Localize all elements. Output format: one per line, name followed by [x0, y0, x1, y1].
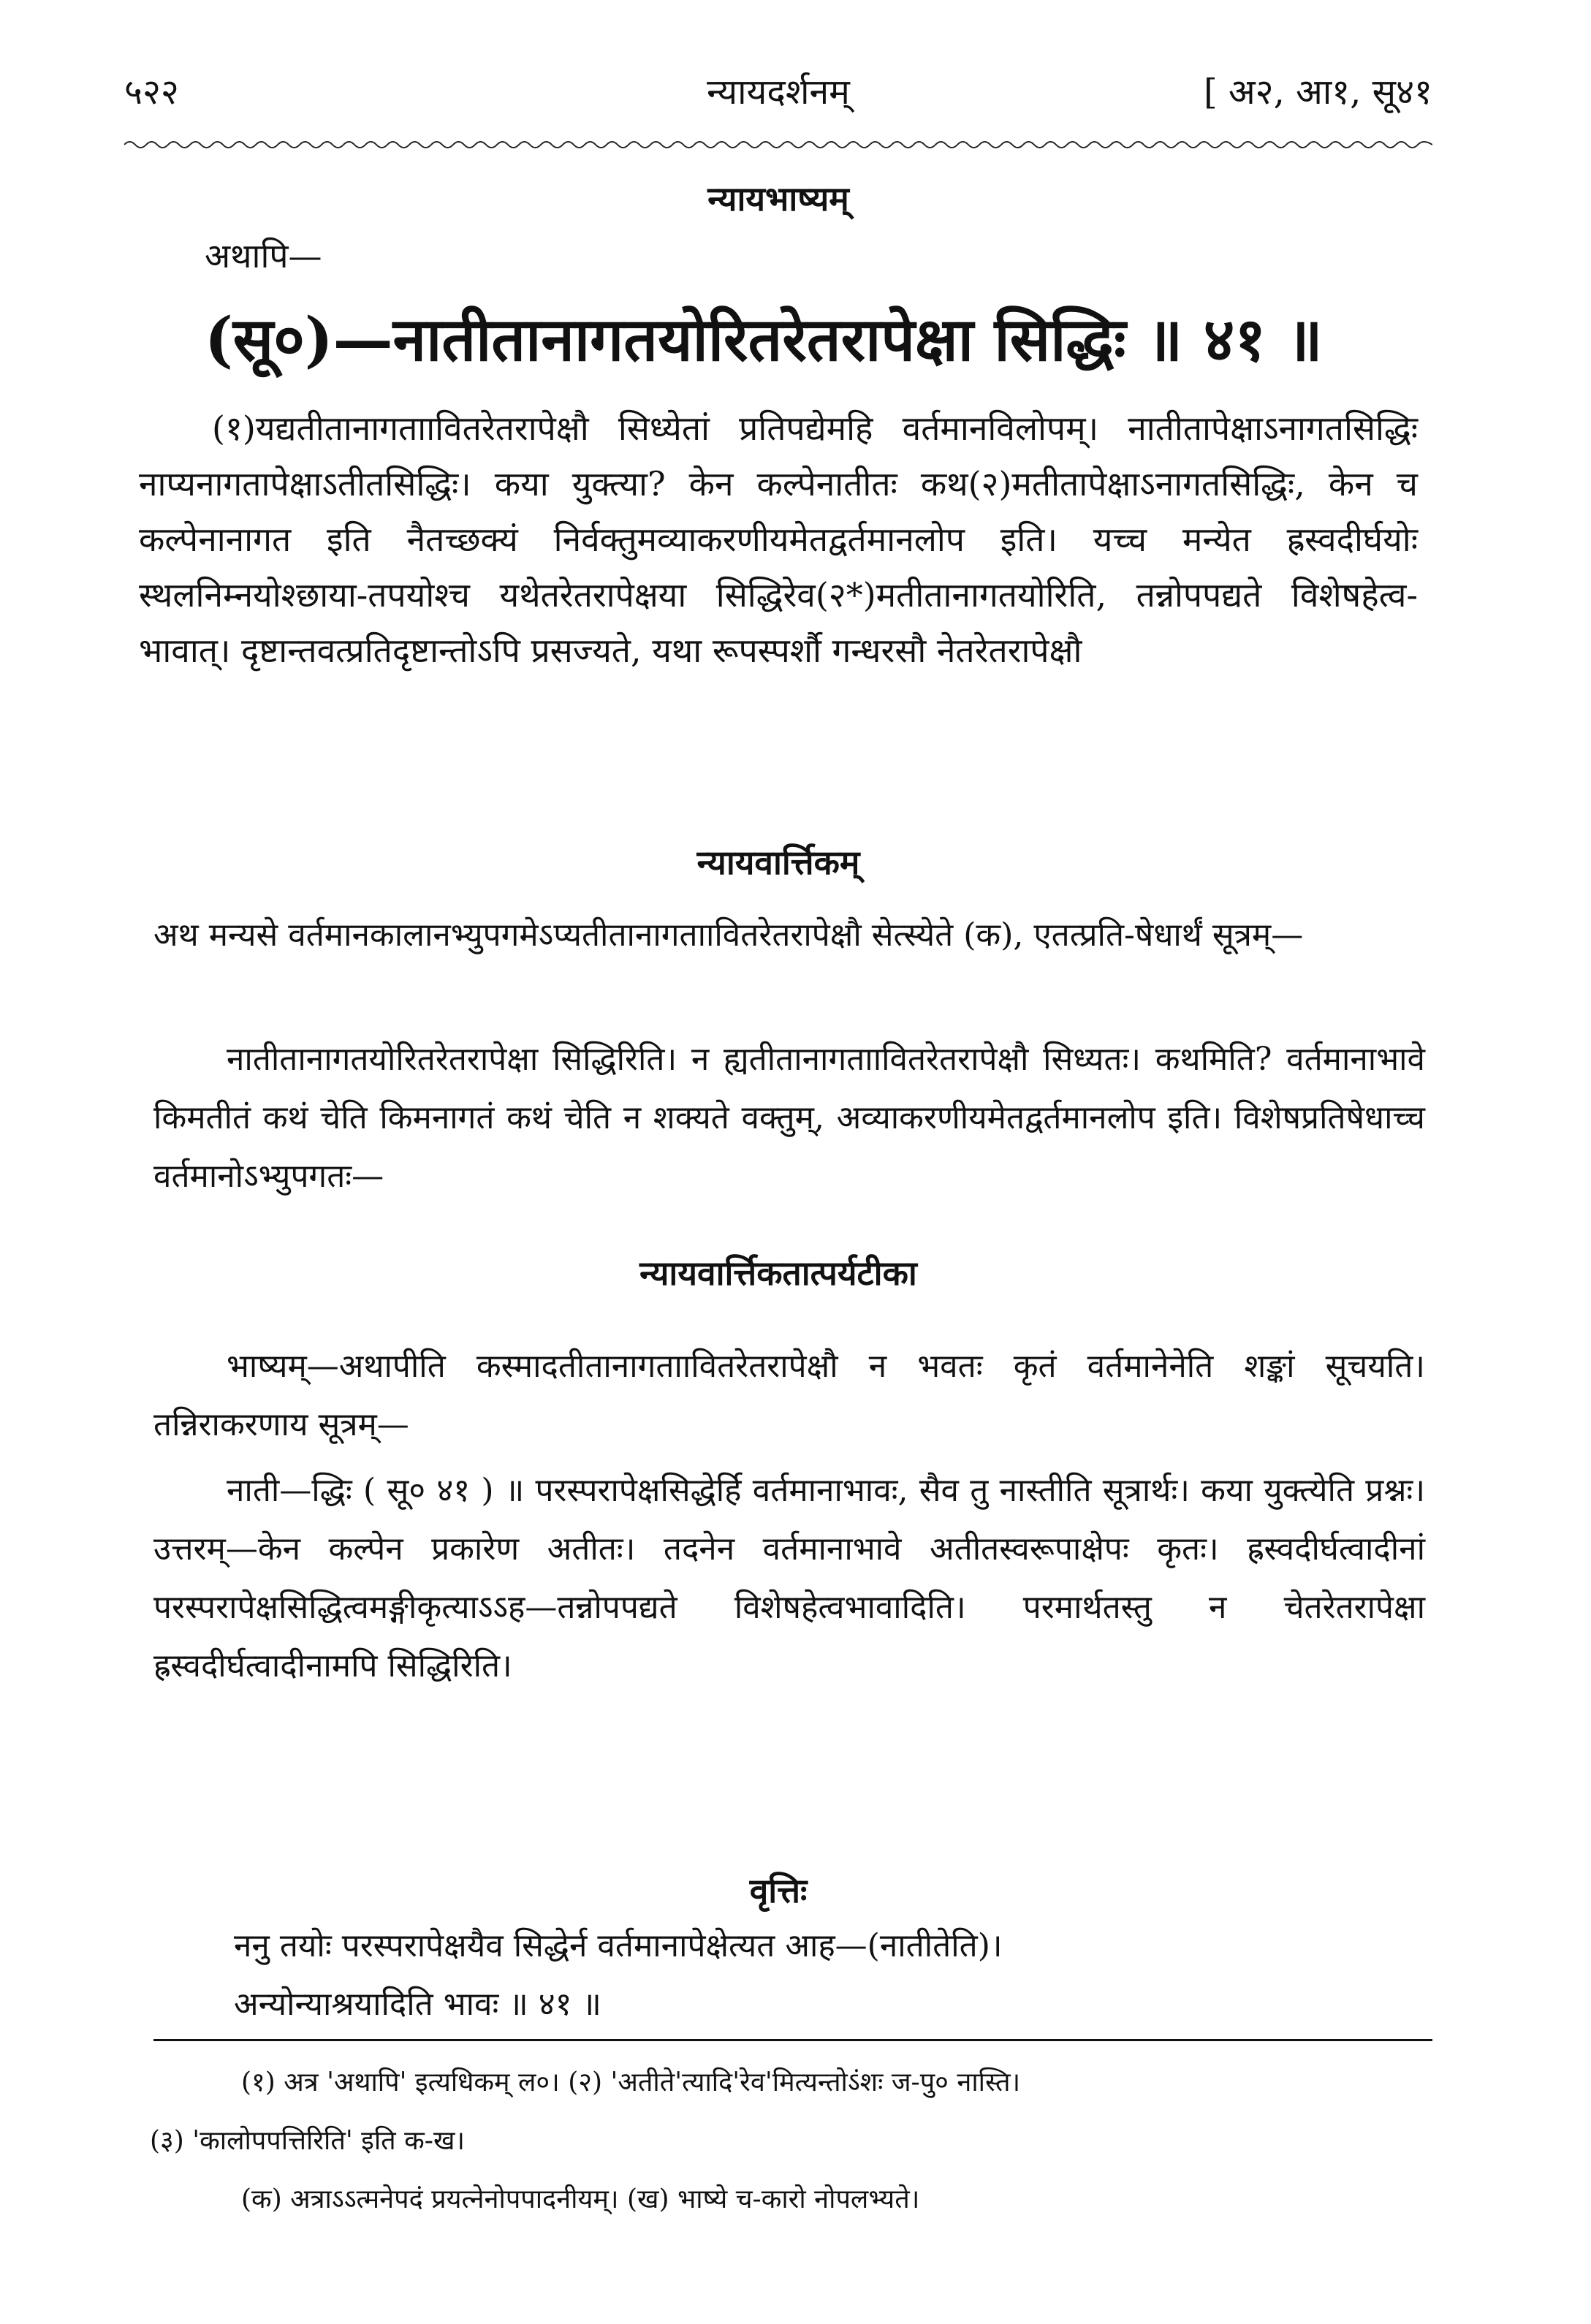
bhashya-lead: अथापि—	[205, 236, 322, 276]
footnote-2: (३) 'कालोपपत्तिरिति' इति क-ख।	[150, 2126, 466, 2156]
sutra-text: (सू०)—नातीतानागतयोरितरेतरापेक्षा सिद्धिः ॥ ४१ ॥	[205, 305, 1323, 375]
bhashya-heading: न्यायभाष्यम्	[707, 179, 849, 219]
vrtti-line-1: ननु तयोः परस्परापेक्षयैव सिद्धेर्न वर्तमानापेक्षेत्यत आह—(नातीतेति)।	[234, 1927, 1003, 1964]
vrtti-line-2: अन्योन्याश्रयादिति भावः ॥ ४१ ॥	[234, 1986, 601, 2023]
vrtti-heading: वृत्तिः	[749, 1871, 808, 1910]
book-title: न्यायदर्शनम्	[707, 72, 850, 113]
vartika-paragraph-1: अथ मन्यसे वर्तमानकालानभ्युपगमेऽप्यतीतानागताावितरेतरापेक्षौ सेत्स्येते (क), एतत्प्रति-षेधार्थं सूत्रम्—	[153, 916, 1304, 954]
tika-paragraph-1: भाष्यम्—अथापीति कस्मादतीतानागताावितरेतरापेक्षौ न भवतः कृतं वर्तमानेनेति शङ्कां सूचयति। तन्निराकरणाय सूत्रम्—	[153, 1348, 1425, 1443]
bhashya-paragraph: (१)यद्यतीतानागताावितरेतरापेक्षौ सिध्येतां प्रतिपद्येमहि वर्तमानविलोपम्। नातीतापेक्षाऽनागतसिद्धिः नाप्यनागतापेक्षाऽतीतसिद्धिः। कया युक्त्या? केन कल्पेनातीतः कथ(२)मतीतापेक्षाऽनागतसिद्धिः, केन च कल्पेनानागत इति नैतच्छक्यं निर्वक्तुमव्याकरणीयमेतद्वर्तमानलोप इति। यच्च मन्येत ह्रस्वदीर्घयोः स्थलनिम्नयोश्छाया-तपयोश्च यथेतरेतरापेक्षया सिद्धिरेव(२*)मतीतानागतयोरिति, तन्नोपपद्यते विशेषहेत्व-भावात्। दृष्टान्तवत्प्रतिदृष्टान्तोऽपि प्रसज्यते, यथा रूपस्पर्शौ गन्धरसौ नेतरेतरापेक्षौ	[139, 409, 1418, 670]
section-reference: [ अ२, आ१, सू४१	[1203, 72, 1432, 113]
footnote-divider	[153, 2039, 1432, 2041]
tika-heading: न्यायवार्त्तिकतात्पर्यटीका	[639, 1253, 917, 1293]
vartika-paragraph-2: नातीतानागतयोरितरेतरापेक्षा सिद्धिरिति। न ह्यतीतानागताावितरेतरापेक्षौ सिध्यतः। कथमिति? वर्तमानाभावे किमतीतं कथं चेति किमनागतं कथं चेति न शक्यते वक्तुम्, अव्याकरणीयमेतद्वर्तमानलोप इति। विशेषप्रतिषेधाच्च वर्तमानोऽभ्युपगतः—	[153, 1041, 1425, 1195]
header-wavy-divider	[124, 137, 1432, 152]
running-header	[124, 67, 1432, 118]
footnote-3: (क) अत्राऽऽत्मनेपदं प्रयत्नेनोपपादनीयम्। (ख) भाष्ये च-कारो नोपलभ्यते।	[241, 2184, 920, 2214]
vartika-heading: न्यायवार्त्तिकम्	[696, 843, 860, 882]
page-number: ५२२	[124, 72, 179, 113]
tika-paragraph-2: नाती—द्धिः ( सू० ४१ ) ॥ परस्परापेक्षसिद्धेर्हि वर्तमानाभावः, सैव तु नास्तीति सूत्रार्थः। कया युक्त्येति प्रश्नः। उत्तरम्—केन कल्पेन प्रकारेण अतीतः। तदनेन वर्तमानाभावे अतीतस्वरूपाक्षेपः कृतः। ह्रस्वदीर्घत्वादीनां परस्परापेक्षसिद्धित्वमङ्गीकृत्याऽऽह—तन्नोपपद्यते विशेषहेत्वभावादिति। परमार्थतस्तु न चेतरेतरापेक्षा ह्रस्वदीर्घत्वादीनामपि सिद्धिरिति।	[153, 1472, 1426, 1685]
footnote-1: (१) अत्र 'अथापि' इत्यधिकम् ल०। (२) 'अतीते'त्यादि'रेव'मित्यन्तोऽंशः ज-पु० नास्ति।	[241, 2067, 1021, 2097]
